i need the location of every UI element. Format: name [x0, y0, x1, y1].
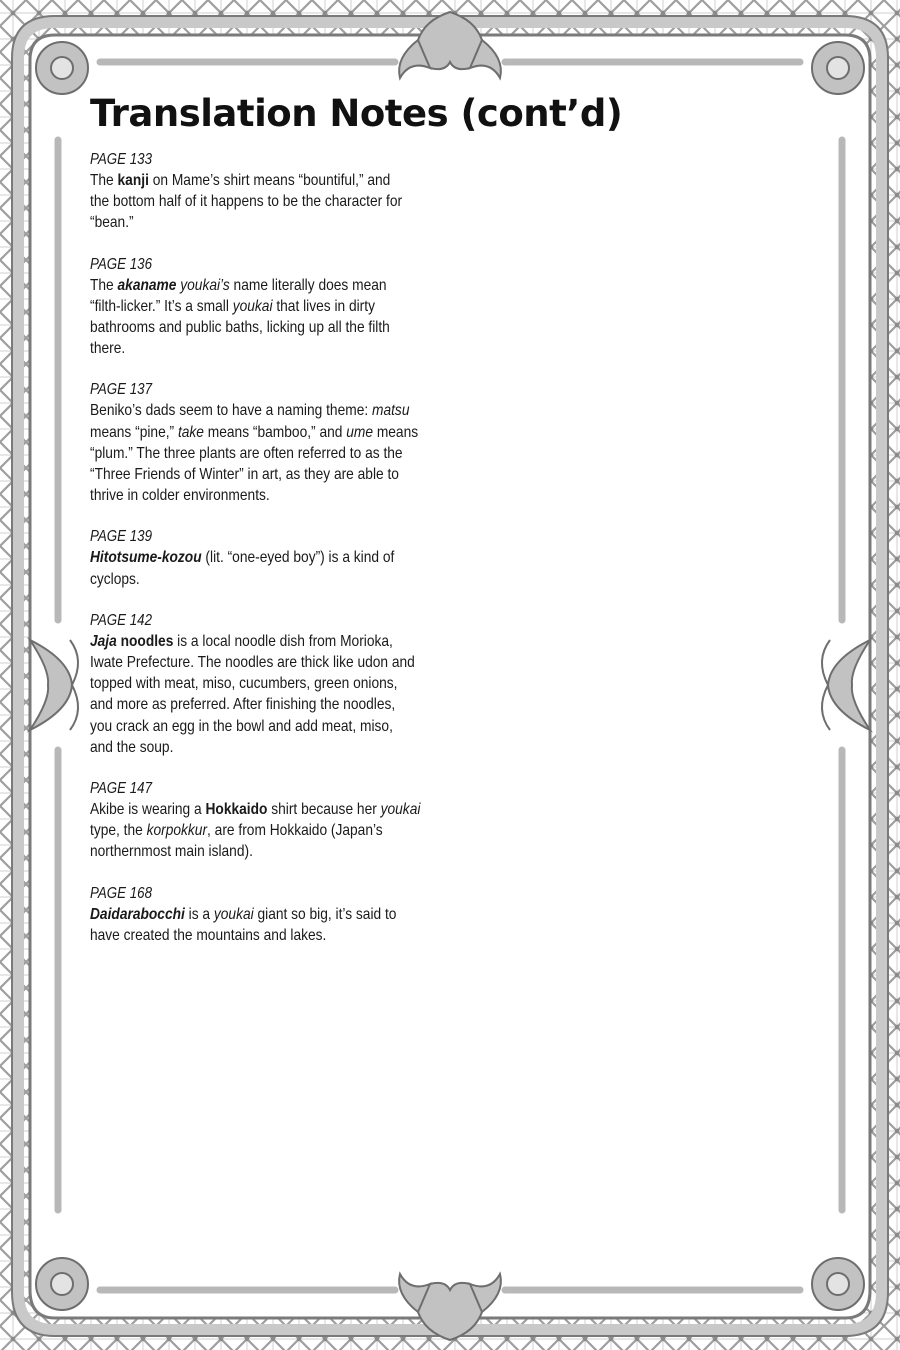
corner-rosette-bottom-right — [812, 1258, 864, 1310]
notes-content — [90, 92, 623, 966]
note-text-segment: take — [177, 423, 204, 441]
translation-note — [90, 149, 460, 234]
note-text-segment: Jaja — [90, 632, 117, 650]
corner-rosette-bottom-left — [36, 1258, 88, 1310]
note-line: have created the mountains and lakes. — [90, 926, 327, 944]
note-text-segment: Hokkaido — [205, 801, 268, 819]
note-line: there. — [90, 340, 126, 358]
note-line: “plum.” The three plants are often referred to as the — [90, 444, 403, 462]
note-text-segment: kanji — [117, 172, 149, 189]
note-line: Iwate Prefecture. The noodles are thick like udon and — [90, 654, 415, 672]
note-text-segment: korpokkur — [146, 822, 208, 840]
note-line: northernmost main island). — [90, 843, 253, 861]
note-text-segment: noodles — [116, 632, 174, 650]
note-text-segment: Daidarabocchi — [90, 905, 185, 923]
note-line: Akibe is wearing a Hokkaido shirt because her youkai — [90, 801, 421, 819]
note-body — [90, 631, 460, 758]
translation-note — [90, 254, 460, 360]
translation-note — [90, 526, 460, 589]
note-page-label: PAGE 137 — [90, 381, 153, 399]
note-body — [90, 400, 460, 506]
note-line: bathrooms and public baths, licking up all the filth — [90, 319, 390, 337]
note-page-label: PAGE 133 — [90, 151, 153, 168]
note-text-segment: ume — [346, 423, 373, 441]
note-text-segment: youkai’s — [180, 276, 230, 294]
note-line: The kanji on Mame’s shirt means “bountiful,” and — [90, 172, 391, 189]
note-page-label: PAGE 142 — [90, 611, 153, 629]
note-line: Hitotsume-kozou (lit. “one-eyed boy”) is a kind of — [90, 549, 395, 567]
note-line: Jaja noodles is a local noodle dish from Morioka, — [90, 632, 393, 650]
note-page-label: PAGE 136 — [90, 255, 153, 273]
note-line: cyclops. — [90, 570, 140, 588]
translation-note — [90, 610, 460, 758]
note-text-segment: Hitotsume-kozou — [90, 549, 202, 567]
translation-note — [90, 883, 460, 946]
note-body — [90, 275, 460, 360]
note-line: Daidarabocchi is a youkai giant so big, it’s said to — [90, 905, 397, 923]
note-page-label: PAGE 139 — [90, 528, 153, 546]
note-line: “Three Friends of Winter” in art, as they are able to — [90, 466, 399, 484]
note-page-label: PAGE 168 — [90, 884, 153, 902]
translation-note — [90, 379, 460, 506]
corner-rosette-top-left — [36, 42, 88, 94]
note-line: means “pine,” take means “bamboo,” and ume means — [90, 423, 419, 441]
note-line: and the soup. — [90, 738, 174, 756]
note-line: “bean.” — [90, 214, 134, 232]
note-page-label: PAGE 147 — [90, 780, 153, 798]
note-text-segment: youkai — [232, 297, 273, 315]
note-line: type, the korpokkur, are from Hokkaido (Japan’s — [90, 822, 383, 840]
note-line: the bottom half of it happens to be the character for — [90, 193, 403, 211]
note-text-segment: youkai — [213, 905, 254, 923]
note-body — [90, 547, 460, 589]
note-line: you crack an egg in the bowl and add meat, miso, — [90, 717, 393, 735]
page-title: Translation Notes (cont’d) — [90, 92, 623, 135]
note-text-segment: akaname — [117, 276, 177, 294]
corner-rosette-top-right — [812, 42, 864, 94]
note-line: topped with meat, miso, cucumbers, green onions, — [90, 675, 398, 693]
translation-note — [90, 778, 460, 863]
notes-list — [90, 149, 460, 946]
note-text-segment: youkai — [380, 801, 421, 819]
note-line: The akaname youkai’s name literally does mean — [90, 276, 387, 294]
note-body — [90, 904, 460, 946]
note-line: Beniko’s dads seem to have a naming theme: matsu — [90, 402, 410, 420]
note-line: and more as preferred. After finishing the noodles, — [90, 696, 396, 714]
note-body — [90, 799, 460, 863]
note-line: thrive in colder environments. — [90, 487, 270, 505]
note-text-segment: matsu — [371, 402, 410, 420]
note-body — [90, 170, 460, 234]
note-line: “filth-licker.” It’s a small youkai that lives in dirty — [90, 297, 375, 315]
